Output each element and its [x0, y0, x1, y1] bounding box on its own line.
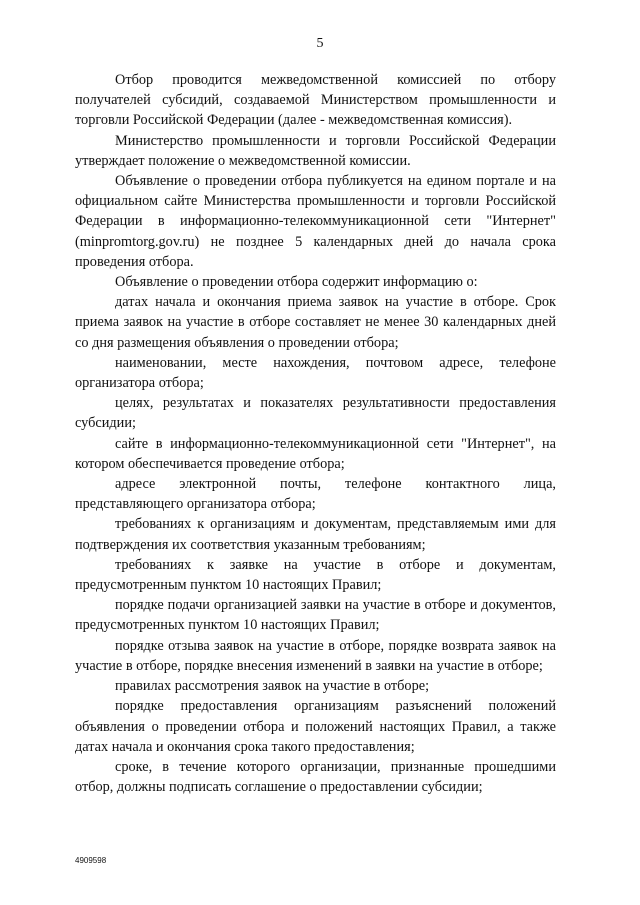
paragraph: целях, результатах и показателях результативности предоставления субсидии;	[75, 395, 556, 432]
paragraph: правилах рассмотрения заявок на участие в отборе;	[115, 678, 430, 695]
paragraph: порядке предоставления организациям разъяснений положений объявления о проведении отбора и положений настоящих Правил, а также датах начала и окончания срока такого предоставления;	[75, 698, 556, 755]
paragraph: порядке отзыва заявок на участие в отборе, порядке возврата заявок на участие в отборе, порядке внесения изменений в заявки на участие в отборе;	[75, 637, 556, 674]
paragraph: Объявление о проведении отбора содержит информацию о:	[115, 274, 478, 291]
paragraph: Отбор проводится межведомственной комиссией по отбору получателей субсидий, создаваемой Министерством промышленности и торговли Российской Федерации (далее - межведомственная комиссия).	[75, 72, 556, 129]
document-body	[75, 70, 556, 797]
page-number: 5	[316, 36, 324, 51]
paragraph: порядке подачи организацией заявки на участие в отборе и документов, предусмотренных пунктом 10 настоящих Правил;	[75, 597, 556, 634]
paragraph: требованиях к заявке на участие в отборе и документам, предусмотренным пунктом 10 настоящих Правил;	[75, 556, 556, 594]
paragraph: адресе электронной почты, телефоне контактного лица, представляющего организатора отбора;	[75, 476, 556, 513]
document-number: 4909598	[75, 856, 107, 865]
paragraph: наименовании, месте нахождения, почтовом адресе, телефоне организатора отбора;	[75, 354, 556, 392]
paragraph: Объявление о проведении отбора публикуется на едином портале и на официальном сайте Министерства промышленности и торговли Российской Федерации в информационно-телекоммуникационной сети "Интернет" (minpromtorg.gov.ru) не позднее 5 календарных дней до начала срока проведения отбора.	[75, 173, 556, 270]
paragraph: сроке, в течение которого организации, признанные прошедшими отбор, должны подписать соглашение о предоставлении субсидии;	[75, 758, 556, 796]
paragraph: требованиях к организациям и документам, представляемым ими для подтверждения их соответствия указанным требованиям;	[75, 516, 556, 553]
paragraph: сайте в информационно-телекоммуникационной сети "Интернет", на котором обеспечивается проведение отбора;	[75, 435, 556, 472]
paragraph: датах начала и окончания приема заявок на участие в отборе. Срок приема заявок на участие в отборе составляет не менее 30 календарных дней со дня размещения объявления о проведении отбора;	[75, 294, 556, 351]
paragraph: Министерство промышленности и торговли Российской Федерации утверждает положение о межведомственной комиссии.	[75, 132, 556, 169]
